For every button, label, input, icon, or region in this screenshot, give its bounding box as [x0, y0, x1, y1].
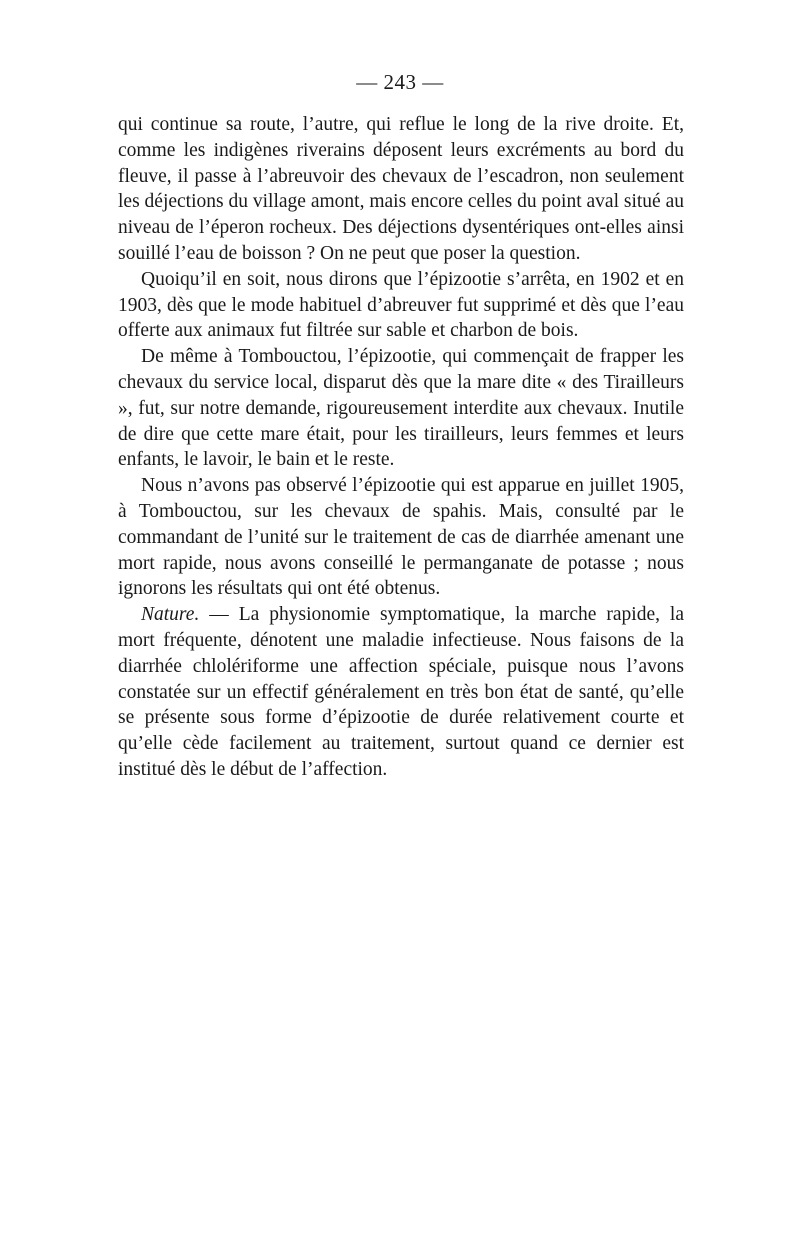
- nature-text: — La physionomie symptomatique, la marche rapide, la mort fréquente, dénotent une maladie infectieuse. Nous faisons de la diarrhée chlolériforme une affection spéciale, puisque nous l’avons constatée sur un effectif généralement en très bon état de santé, qu’elle se présente sous forme d’épizootie de durée relativement courte et qu’elle cède facilement au traitement, surtout quand ce dernier est institué dès le début de l’affection.: [118, 604, 684, 780]
- nature-label: Nature.: [141, 604, 200, 626]
- page-number: — 243 —: [356, 70, 444, 94]
- body-text: [118, 112, 684, 783]
- paragraph-nature: [118, 602, 684, 783]
- paragraph-continuation: qui continue sa route, l’autre, qui reflue le long de la rive droite. Et, comme les indigènes riverains déposent leurs excréments au bord du fleuve, il passe à l’abreuvoir des chevaux de l’escadron, non seulement les déjections du village amont, mais encore celles du point aval situé au niveau de l’éperon rocheux. Des déjections dysentériques ont-elles ainsi souillé l’eau de boisson ? On ne peut que poser la question.: [118, 114, 684, 264]
- paragraph-epizootic-stopped: Quoiqu’il en soit, nous dirons que l’épizootie s’arrêta, en 1902 et en 1903, dès que le mode habituel d’abreuver fut supprimé et dès que l’eau offerte aux animaux fut filtrée sur sable et charbon de bois.: [118, 268, 684, 342]
- paragraph-spahis: Nous n’avons pas observé l’épizootie qui est apparue en juillet 1905, à Tombouctou, sur les chevaux de spahis. Mais, consulté par le commandant de l’unité sur le traitement de cas de diarrhée amenant une mort rapide, nous avons conseillé le permanganate de potasse ; nous ignorons les résultats qui ont été obtenus.: [118, 475, 684, 600]
- paragraph-tombouctou: De même à Tombouctou, l’épizootie, qui commençait de frapper les chevaux du service local, disparut dès que la mare dite « des Tirailleurs », fut, sur notre demande, rigoureusement interdite aux chevaux. Inutile de dire que cette mare était, pour les tirailleurs, leurs femmes et leurs enfants, le lavoir, le bain et le reste.: [118, 346, 684, 471]
